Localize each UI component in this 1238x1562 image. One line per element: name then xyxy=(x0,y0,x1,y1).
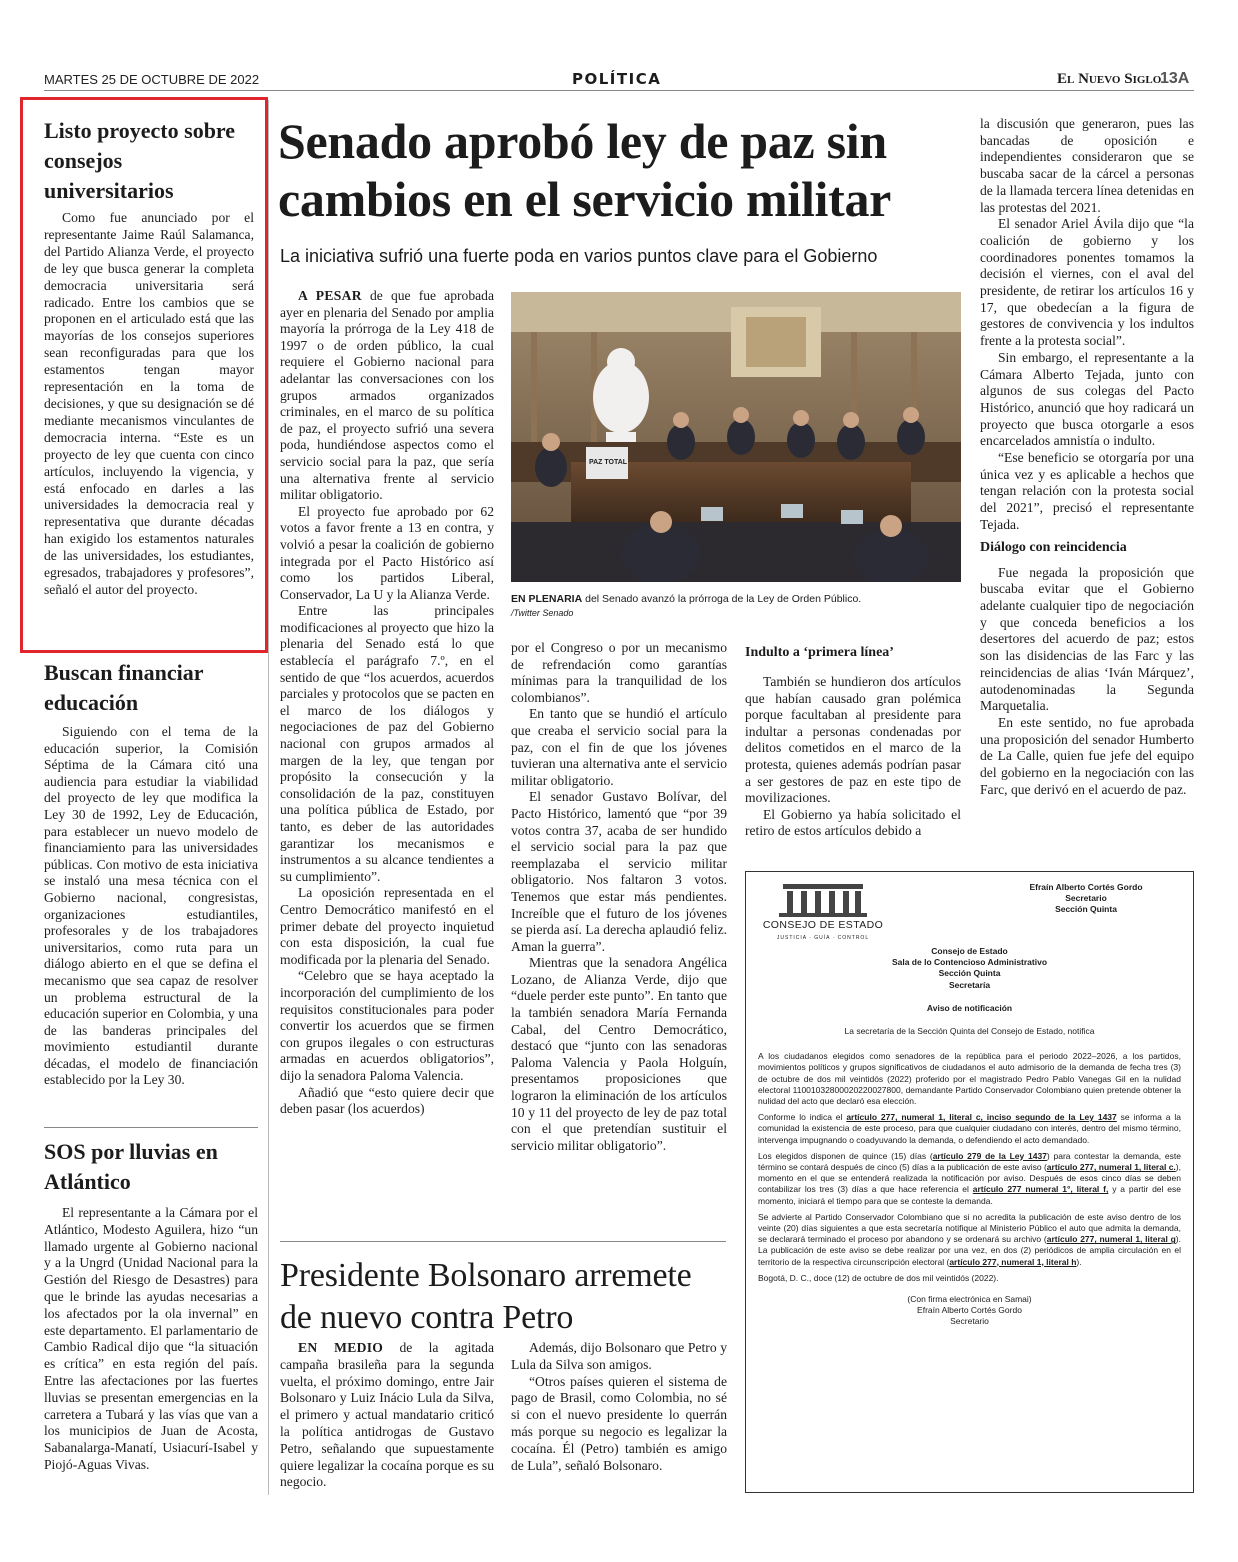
lead-in: A PESAR xyxy=(298,288,362,303)
secondary-column-1: EN MEDIO de la agitada campaña brasileña para la segunda vuelta, el próximo domingo, entre Jair Bolsonaro y Luiz Inácio Lula da Silva, el primero y actual mandatario criticó la política antidrogas de Gustavo Petro, señalando que supuestamente quiere legalizar la cocaína porque es su negocio. xyxy=(280,1340,494,1490)
notice-signature: (Con firma electrónica en Samai) Efraín Alberto Cortés Gordo Secretario xyxy=(907,1294,1032,1327)
senate-plenary-photo xyxy=(511,292,961,582)
issue-date: MARTES 25 DE OCTUBRE DE 2022 xyxy=(44,72,260,87)
notice-paragraph: Los elegidos disponen de quince (15) días (artículo 279 de la Ley 1437) para contestar la demanda, este término se contará después de cinco (5) días a la publicación de este aviso (artículo 277, numeral 1, literal c.), momento en el que se entenderá realizada la notificación por aviso. Después de esos cinco días se deben contabilizar los tres (3) días a que hace referencia el artículo 277 numeral 1°, literal f, y a partir del ese momento, iniciará el tiempo para que se conteste la demanda. xyxy=(758,1150,1181,1206)
photo-sign: PAZ TOTAL xyxy=(588,459,628,466)
story-body: Como fue anunciado por el representante Jaime Raúl Salamanca, del Partido Alianza Verde, el proyecto de ley que busca generar la completa democracia universitaria será radicado. Entre los cambios que se proponen en el articulado está que las mayorías de los consejos superiores sean reconfiguradas para que los estamentos tengan mayor representación en la toma de decisiones, y que su designación se dé mediante mecanismos vinculantes de democracia interna. “Este es un proyecto de ley que cuenta con cinco artículos, incluyendo la vigencia, y está enfocado en darles a las universidades la democracia real y representativa que durante décadas han exigido los estamentos naturales de las universidades, los estudiantes, egresados, trabajadores y profesores”, señaló el autor del proyecto. xyxy=(44,210,254,597)
header-rule xyxy=(44,90,1194,91)
main-column-3: Indulto a ‘primera línea’ También se hundieron dos artículos que habían causado gran polémica porque facultaban al presidente para indultar a personas condenadas por delitos cometidos en el marco de la protesta, quienes además podrían pasar a ser gestores de paz en este tipo de movilizaciones. El Gobierno ya había solicitado el retiro de estos artículos debido a xyxy=(745,645,961,839)
divider xyxy=(44,1127,258,1128)
sidebar-story-2 xyxy=(44,658,258,1148)
main-column-4: la discusión que generaron, pues las bancadas de oposición e independientes consideraron que se buscaba sacar de la cárcel a personas de la llamada tercera línea detenidas en las protestas del 2021. El senador Ariel Ávila dijo que “la coalición de gobierno y los coordinadores ponentes tomamos la decisión el viernes, con el aval del presidente, de retirar los artículos 16 y 17, que obedecían a la figura de gestores de convivencia y los indultos frente a la protesta social”. Sin embargo, el representante a la Cámara Alberto Tejada, junto con algunos de sus colegas del Pacto Histórico, anunció que hoy radicará un proyecto que busca otorgarle a esos encarcelados amnistía o indulto. “Ese beneficio se otorgaría por una única vez y es aplicable a hechos que tengan relación con la protesta social del 2021”, precisó el representante Tejada. Diálogo con reincidencia Fue negada la proposición que buscaba evitar que el Gobierno adelante cualquier tipo de negociación y que conceda beneficios a los desertores del acuerdo de paz; estos son las disidencias de las Farc y las reincidencias de alias ‘Iván Márquez’, autodenominadas la Segunda Marquetalia. En este sentido, no fue aprobada una proposición del senador Humberto de La Calle, quien fue jefe del equipo del gobierno en la negociación con las Farc, que derivó en el acuerdo de paz. xyxy=(980,116,1194,797)
notice-paragraph: Se advierte al Partido Conservador Colombiano que si no acredita la publicación de este aviso dentro de los veinte (20) días siguientes a que esta secretaría notifique al Ministerio Público el auto que admita la demanda, se declarará terminado el proceso por abandono y se ordenará su archivo (artículo 277, numeral 1, literal g). La publicación de este aviso se debe realizar por una vez, en dos (2) periódicos de amplia circulación en el territorio de la respectiva circunscripción electoral (artículo 277, numeral 1, literal h). xyxy=(758,1211,1181,1267)
column-divider xyxy=(268,100,269,1495)
section-name: POLÍTICA xyxy=(572,70,662,88)
main-column-2: por el Congreso o por un mecanismo de refrendación como garantías mínimas para la tranquilidad de los colombianos”. En tanto que se hundió el artículo que creaba el servicio social para la paz, con el fin de que los jóvenes tuvieran una alternativa ante el servicio militar obligatorio. El senador Gustavo Bolívar, del Pacto Histórico, lamentó que “por 39 votos contra 37, acaba de ser hundido el servicio social para la paz que reemplazaba el servicio militar obligatorio. Nos faltaron 3 votos. Tenemos que estar más pendientes. Increíble que el futuro de los jóvenes se pierda así. La derecha aplaudió feliz. Aman la guerra”. Mientras que la senadora Angélica Lozano, de Alianza Verde, dijo que “duele perder este punto”. En tanto que la también senadora María Fernanda Cabal, del Centro Democrático, destacó que “junto con las senadoras Paloma Valencia y Paola Holguín, presentamos proposiciones que lograron la eliminación de los artículos 10 y 11 del proyecto de ley de paz total con el que pretendían sustituir el servicio militar obligatorio”. xyxy=(511,640,727,1153)
notice-date: Bogotá, D. C., doce (12) de octubre de dos mil veintidós (2022). xyxy=(758,1272,999,1283)
newspaper-name: El Nuevo Siglo xyxy=(1057,71,1162,87)
story-title: SOS por lluvias en Atlántico xyxy=(44,1139,218,1194)
story-title: Listo proyecto sobre consejos universitarios xyxy=(44,118,236,203)
legal-notice xyxy=(745,871,1194,1493)
story-body: El representante a la Cámara por el Atlántico, Modesto Aguilera, hizo “un llamado urgente al Gobierno nacional y a la Ungrd (Unidad Nacional para la Gestión del Riesgo de Desastres) para que le brinde las ayudas necesarias a los afectados por la ola invernal” en este departamento. El parlamentario de Cambio Radical dijo que “la situación es crítica” en esta región del país. Entre las afectaciones por las fuertes lluvias se presentan emergencias en la carretera a Tubará y las vías que van a los municipios de Juan de Acosta, Sabanalarga-Manatí, Usiacurí-Isabel y Piojó-Aguas Vivas. xyxy=(44,1205,258,1472)
notice-paragraph: A los ciudadanos elegidos como senadores de la república para el periodo 2022–2026, a los partidos, movimientos políticos y grupos significativos de ciudadanos el auto admisorio de la demanda de fecha tres (3) de octubre de dos mil veintidós (2022) proferido por el magistrado Pedro Pablo Vanegas Gil en la nulidad electoral 11001032800020220027800, demandante Partido Conservador Colombiano quien pretende obtener la nulidad del acto que declaró esa elección. xyxy=(758,1051,1181,1107)
sidebar-story-1 xyxy=(44,116,254,642)
main-dek: La iniciativa sufrió una fuerte poda en varios puntos clave para el Gobierno xyxy=(280,246,878,266)
secondary-column-2: Además, dijo Bolsonaro que Petro y Lula da Silva son amigos. “Otros países quieren el sistema de pago de Brasil, como Colombia, no sé si con el nuevo presidente lo querrán más porque su negocio es legalizar la cocaína. Él (Petro) también es amigo de Lula”, señaló Bolsonaro. xyxy=(511,1340,727,1473)
story-title: Buscan financiar educación xyxy=(44,660,204,715)
subhead: Diálogo con reincidencia xyxy=(980,539,1127,555)
secondary-headline: Presidente Bolsonaro arremete de nuevo contra Petro xyxy=(280,1257,692,1336)
notice-intro: La secretaría de la Sección Quinta del Consejo de Estado, notifica xyxy=(844,1026,1095,1037)
sidebar-story-3 xyxy=(44,1137,258,1495)
page-number: 13A xyxy=(1160,70,1190,87)
main-headline: Senado aprobó ley de paz sin cambios en el servicio militar xyxy=(278,113,892,227)
signature-header: Efraín Alberto Cortés Gordo Secretario Sección Quinta xyxy=(1029,882,1143,915)
photo-caption: EN PLENARIA del Senado avanzó la prórroga de la Ley de Orden Público. /Twitter Senado xyxy=(511,593,862,618)
notice-paragraph: Conforme lo indica el artículo 277, numeral 1, literal c, inciso segundo de la Ley 1437 se informa a la comunidad la existencia de este proceso, para que cualquier ciudadano con interés, dentro del mismo término, intervenga impugnando o coadyuvando la demanda, o defendiendo el acto demandado. xyxy=(758,1112,1181,1145)
consejo-de-estado-logo: CONSEJO DE ESTADO JUSTICIA · GUÍA · CONTROL xyxy=(758,882,888,942)
photo-credit: /Twitter Senado xyxy=(511,608,574,618)
main-column-1: A PESAR de que fue aprobada ayer en plenaria del Senado por amplia mayoría la prórroga de la Ley 418 de 1997 o de orden público, la cual requiere el Gobierno nacional para adelantar las conversaciones con los grupos armados organizados criminales, en el marco de su política de paz, el proyecto sufrió una severa poda, hundiéndose aspectos como el servicio social para la paz, que sería una alternativa frente al servicio militar obligatorio. El proyecto fue aprobado por 62 votos a favor frente a 13 en contra, y volvió a pesar la coalición de gobierno integrada por el Pacto Histórico así como los partidos Liberal, Conservador, La U y la Alianza Verde. Entre las principales modificaciones al proyecto que hizo la plenaria del Senado está lo que establecía el parágrafo 7.º, en el sentido de que “los acuerdos, acuerdos parciales y protocolos que se pacten en el marco de los diálogos y negociaciones de paz del Gobierno nacional con grupos armados al margen de la ley, que tengan por propósito la consecución y la consolidación de la paz, constituyen una política pública de Estado, por tanto, es deber de las autoridades garantizar los mecanismos e instrumentos a su alcance tendientes a su cumplimiento”. La oposición representada en el Centro Democrático manifestó en el primer debate del proyecto inquietud con esta disposición, la cual fue modificada por la plenaria del Senado. “Celebro que se haya aceptado la incorporación del cumplimiento de los requisitos constitucionales para poder convertir los acuerdos que se firmen con grupos ilegales o con estructuras armadas en acuerdos obligatorios”, dijo la senadora Paloma Valencia. Añadió que “esto quiere decir que deben pasar (los acuerdos) xyxy=(280,288,494,1117)
subhead: Indulto a ‘primera línea’ xyxy=(745,645,894,660)
story-body: Siguiendo con el tema de la educación superior, la Comisión Séptima de la Cámara citó una audiencia para estudiar la viabilidad del proyecto de ley que modifica la Ley 30 de 1992, Ley de Educación, para establecer un nuevo modelo de financiamiento para las universidades públicas. Con motivo de esta iniciativa se instaló una mesa técnica con el Gobierno nacional, congresistas, organizaciones estudiantiles, profesorales y de los trabajadores universitarios, como ruta para un diálogo abierto en el que se defina el mecanismo que sea capaz de resolver un problema estructural de la educación superior en Colombia, y una de las banderas principales del movimiento estudiantil durante décadas, el modelo de financiación establecido por la Ley 30. xyxy=(44,724,258,1088)
divider xyxy=(280,1241,726,1242)
notice-heading: Consejo de Estado Sala de lo Contencioso Administrativo Sección Quinta Secretaría Aviso de notificación xyxy=(891,946,1048,1013)
